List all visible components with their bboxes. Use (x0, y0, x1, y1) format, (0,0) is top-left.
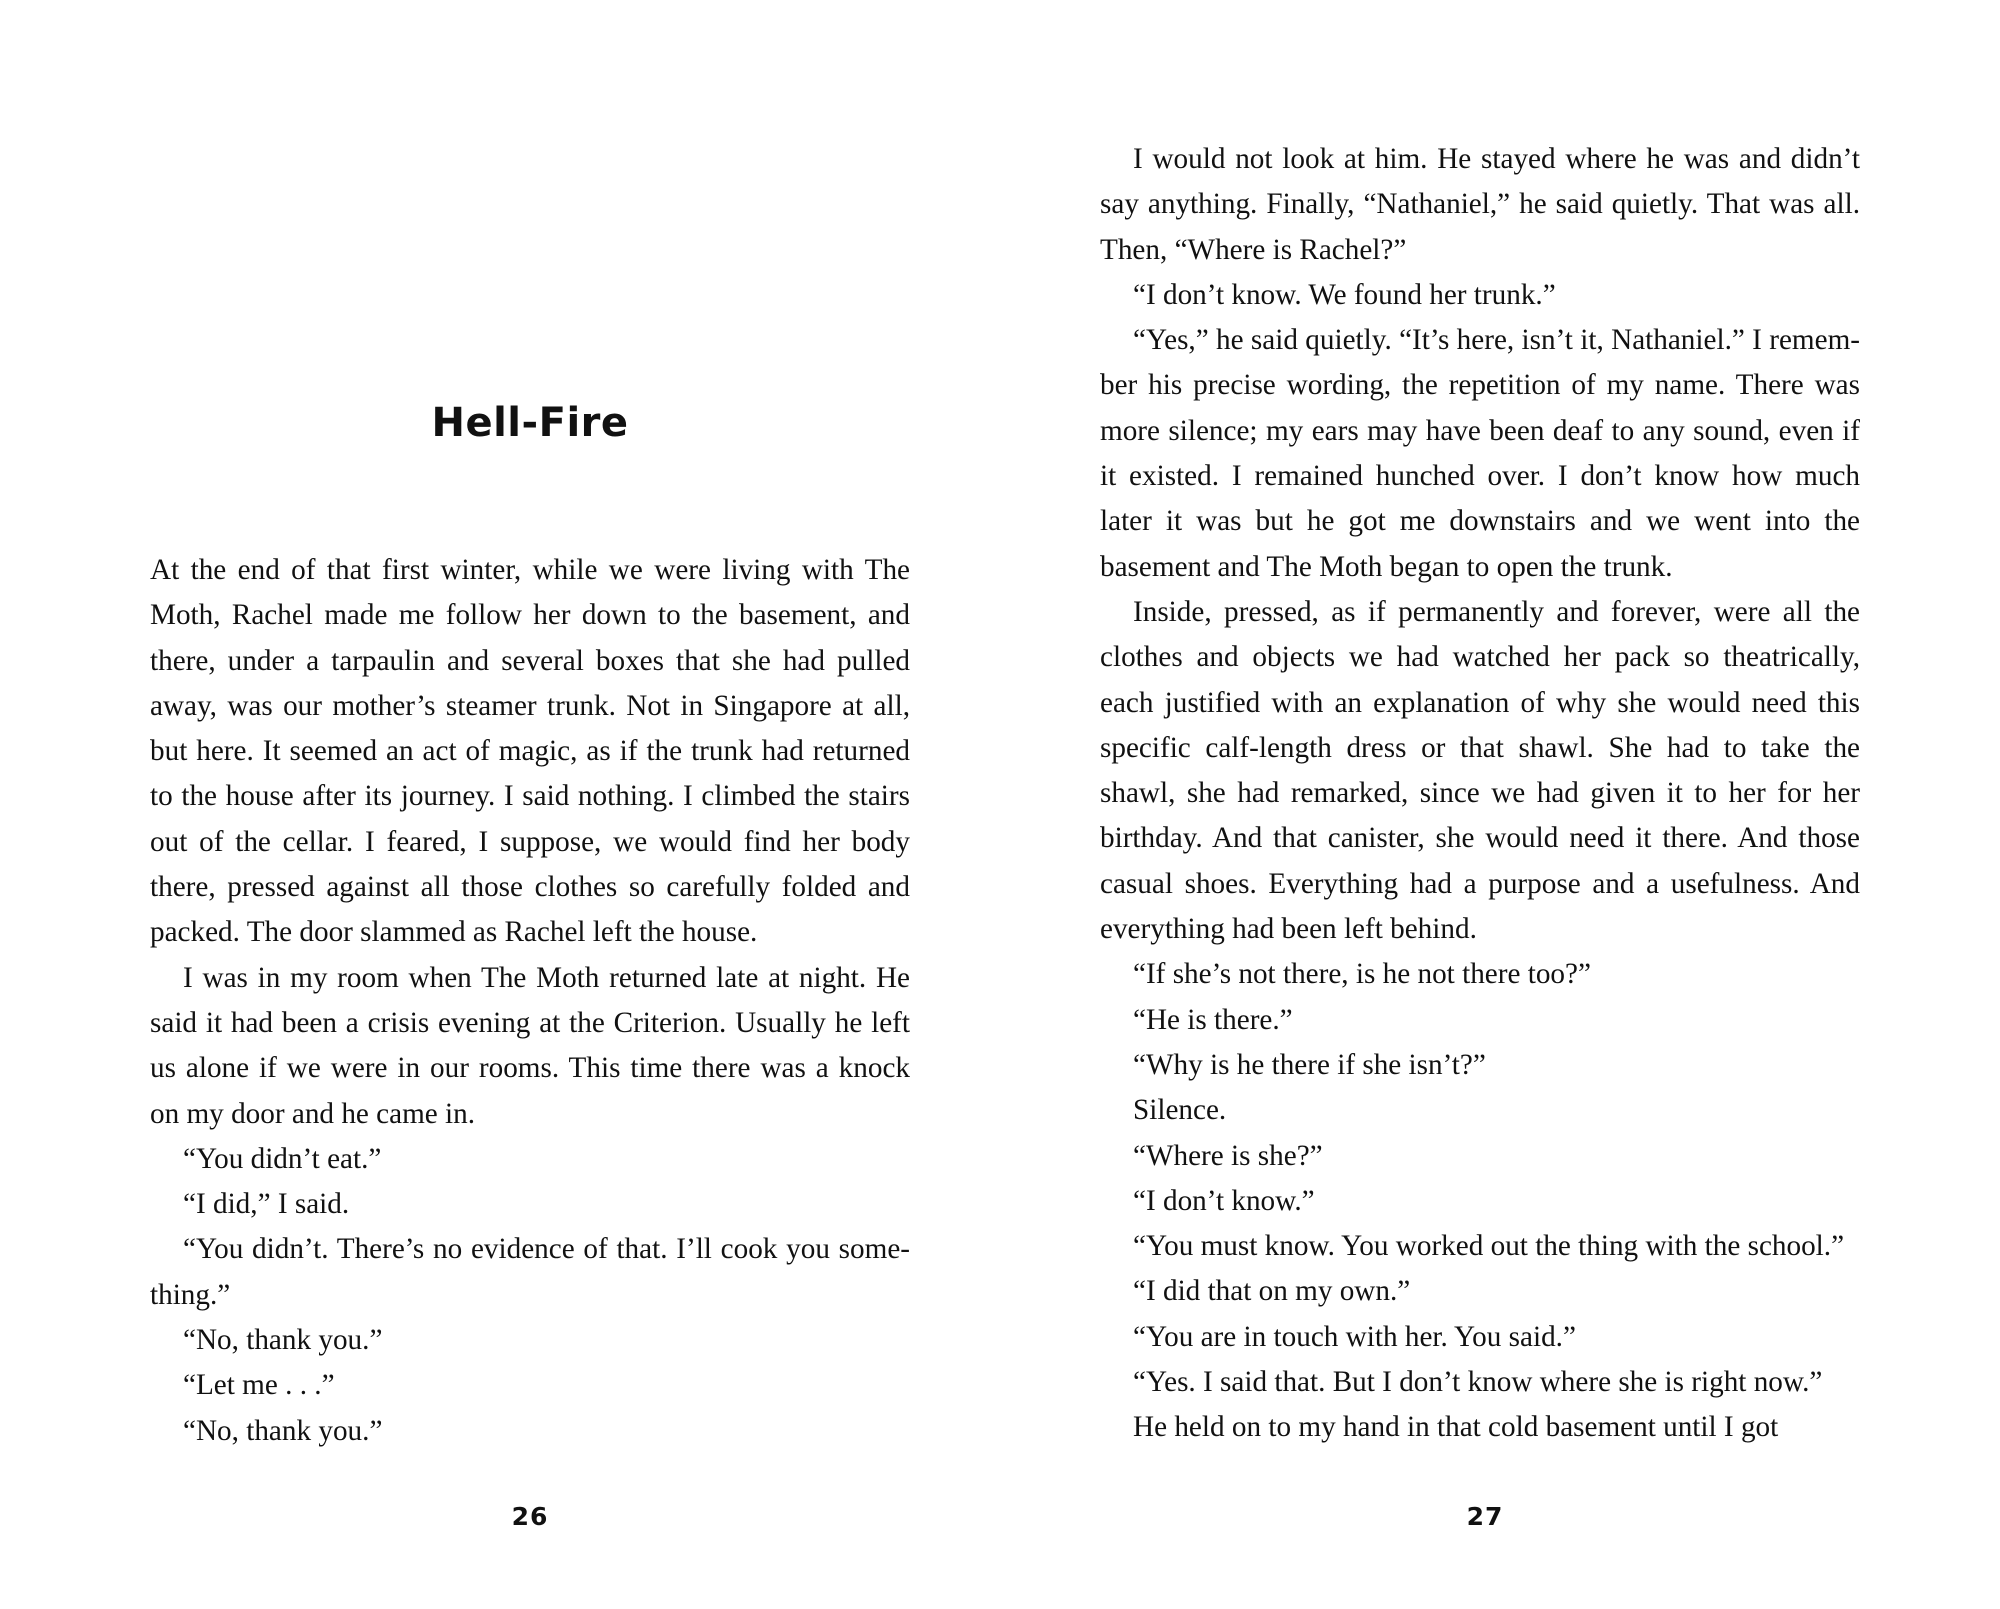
paragraph: “You didn’t eat.” (183, 1142, 382, 1175)
paragraph: I would not look at him. He stayed where he was and didn’t say anything. Finally, “Nathaniel,” he said quietly. That was all. Then, “Where is Rachel?” (1100, 143, 1860, 266)
paragraph: At the end of that first winter, while we were living with The Moth, Rachel made me follow her down to the basement, and there, under a tarpaulin and several boxes that she had pulled away, was our mother’s steamer trunk. Not in Singapore at all, but here. It seemed an act of magic, as if the trunk had returned to the house after its journey. I said nothing. I climbed the stairs out of the cellar. I feared, I suppose, we would find her body there, pressed against all those clothes so carefully folded and packed. The door slammed as Rachel left the house. (150, 554, 910, 949)
paragraph: Inside, pressed, as if permanently and forever, were all the clothes and objects we had watched her pack so theatrically, each justified with an explanation of why she would need this specific calf-length dress or that shawl. She had to take the shawl, she had remarked, since we had given it to her for her birthday. And that canister, she would need it there. And those casual shoes. Everything had a purpose and a usefulness. And everything had been left behind. (1100, 595, 1860, 946)
paragraph: I was in my room when The Moth returned late at night. He said it had been a crisis evening at the Criterion. Usually he left us alone if we were in our rooms. This time there was a knock on my door and he came in. (150, 961, 910, 1130)
paragraph: He held on to my hand in that cold basement until I got (1133, 1411, 1779, 1444)
paragraph: “No, thank you.” (183, 1324, 383, 1357)
chapter-title: Hell-Fire (431, 400, 629, 446)
right-page-text (1100, 137, 1860, 1451)
paragraph: “If she’s not there, is he not there too?” (1133, 958, 1591, 991)
paragraph: “Where is she?” (1133, 1139, 1323, 1172)
right-page (1000, 0, 2000, 1609)
paragraph: “I did,” I said. (183, 1188, 350, 1221)
paragraph: “You must know. You worked out the thing with the school.” (1133, 1230, 1845, 1263)
paragraph: “No, thank you.” (183, 1414, 383, 1447)
paragraph: “Let me . . .” (183, 1369, 335, 1402)
paragraph: Silence. (1133, 1094, 1227, 1127)
paragraph: “I did that on my own.” (1133, 1275, 1411, 1308)
paragraph: “He is there.” (1133, 1003, 1293, 1036)
paragraph: “You didn’t. There’s no evidence of that. I’ll cook you some-thing.” (150, 1233, 910, 1311)
left-page-text (150, 548, 910, 1454)
paragraph: “You are in touch with her. You said.” (1133, 1320, 1576, 1353)
paragraph: “Yes. I said that. But I don’t know where she is right now.” (1133, 1366, 1823, 1399)
paragraph: “I don’t know. We found her trunk.” (1133, 278, 1556, 311)
paragraph: “I don’t know.” (1133, 1184, 1315, 1217)
paragraph: “Why is he there if she isn’t?” (1133, 1048, 1486, 1081)
paragraph: “Yes,” he said quietly. “It’s here, isn’t it, Nathaniel.” I remem-ber his precise wording, the repetition of my name. There was more silence; my ears may have been deaf to any sound, even if it existed. I remained hunched over. I don’t know how much later it was but he got me downstairs and we went into the basement and The Moth began to open the trunk. (1100, 324, 1860, 583)
page-number: 27 (1466, 1502, 1504, 1531)
page-number: 26 (511, 1502, 549, 1531)
